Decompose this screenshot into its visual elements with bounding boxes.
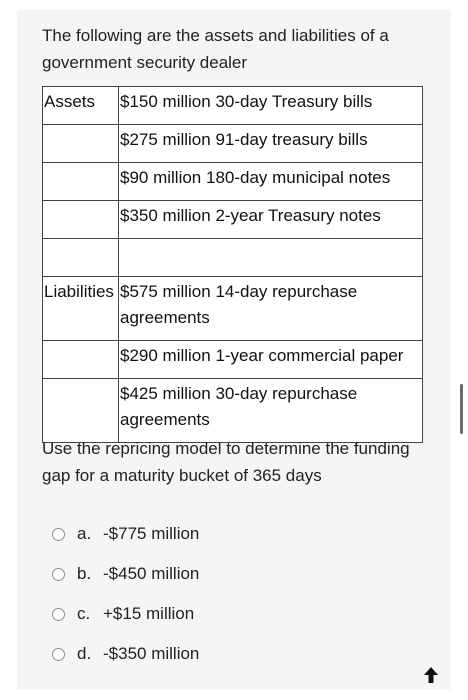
radio-button[interactable] (52, 528, 65, 541)
arrow-up-icon[interactable] (420, 664, 442, 686)
table-cell-label: Assets (43, 87, 119, 125)
table-cell-value (119, 239, 423, 277)
assets-liabilities-table (42, 86, 423, 443)
table-cell-label (43, 239, 119, 277)
option-text: -$350 million (103, 644, 200, 663)
radio-button[interactable] (52, 608, 65, 621)
table-row-empty (43, 239, 423, 277)
option-letter: c. (77, 604, 91, 623)
table-row (43, 163, 423, 201)
table-cell-value: $90 million 180-day municipal notes (119, 163, 423, 201)
option-letter: a. (77, 524, 92, 543)
answer-options (52, 514, 199, 674)
table-row (43, 125, 423, 163)
radio-button[interactable] (52, 648, 65, 661)
table-cell-value: $425 million 30-day repurchase agreements (119, 379, 423, 443)
option-c[interactable] (52, 594, 199, 634)
option-b[interactable] (52, 554, 199, 594)
scrollbar-thumb[interactable] (460, 384, 463, 434)
table-cell-label: Liabilities (43, 277, 119, 341)
option-d[interactable] (52, 634, 199, 674)
table-row (43, 341, 423, 379)
table-cell-label (43, 341, 119, 379)
option-letter: d. (77, 644, 92, 663)
table-cell-value: $350 million 2-year Treasury notes (119, 201, 423, 239)
option-text: -$450 million (103, 564, 200, 583)
table-cell-label (43, 379, 119, 443)
radio-button[interactable] (52, 568, 65, 581)
table-cell-label (43, 163, 119, 201)
table-cell-label (43, 125, 119, 163)
table-row (43, 379, 423, 443)
question-intro: The following are the assets and liabilities of a government security dealer (42, 26, 389, 72)
table-cell-value: $150 million 30-day Treasury bills (119, 87, 423, 125)
table-cell-value: $275 million 91-day treasury bills (119, 125, 423, 163)
table-cell-label (43, 201, 119, 239)
option-letter: b. (77, 564, 92, 583)
table-row (43, 201, 423, 239)
question-text: Use the repricing model to determine the funding gap for a maturity bucket of 365 days (42, 439, 410, 485)
table-cell-value: $290 million 1-year commercial paper (119, 341, 423, 379)
option-text: +$15 million (103, 604, 195, 623)
table-row (43, 87, 423, 125)
option-text: -$775 million (103, 524, 200, 543)
table-row (43, 277, 423, 341)
table-cell-value: $575 million 14-day repurchase agreements (119, 277, 423, 341)
option-a[interactable] (52, 514, 199, 554)
